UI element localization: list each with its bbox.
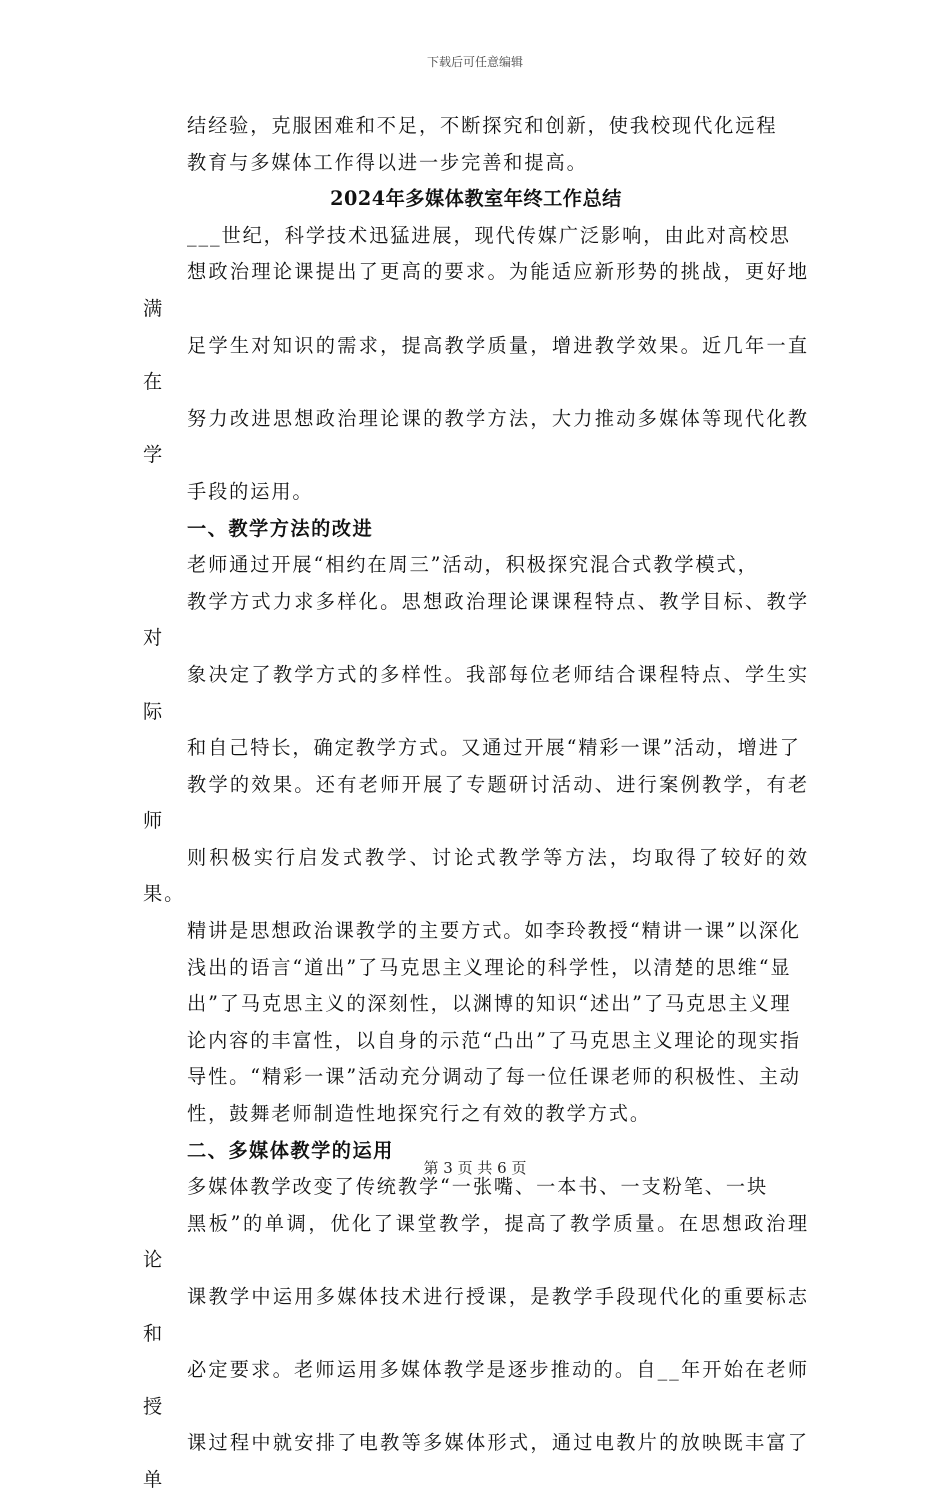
paragraph-line: 精讲是思想政治课教学的主要方式。如李玲教授“精讲一课”以深化 — [187, 919, 801, 943]
paragraph-line: 课过程中就安排了电教等多媒体形式，通过电教片的放映既丰富了单 — [143, 1431, 809, 1491]
intro-paragraph — [143, 218, 809, 511]
section-heading-teaching-methods: 一、教学方法的改进 — [187, 516, 374, 540]
continuation-paragraph — [143, 108, 809, 181]
paragraph-line: 结经验，克服困难和不足，不断探究和创新，使我校现代化远程 — [187, 114, 778, 137]
paragraph-line: 课教学中运用多媒体技术进行授课，是教学手段现代化的重要标志和 — [143, 1285, 809, 1345]
paragraph-line: 老师通过开展“相约在周三”活动，积极探究混合式教学模式， — [187, 553, 759, 577]
paragraph-line: 导性。“精彩一课”活动充分调动了每一位任课老师的积极性、主动 — [187, 1065, 801, 1089]
paragraph-line: 出”了马克思主义的深刻性，以渊博的知识“述出”了马克思主义理 — [187, 992, 792, 1016]
paragraph-line: ___世纪，科学技术迅猛进展，现代传媒广泛影响，由此对高校思 — [187, 223, 791, 247]
paragraph-line: 象决定了教学方式的多样性。我部每位老师结合课程特点、学生实际 — [143, 662, 809, 723]
paragraph-line: 黑板”的单调，优化了课堂教学，提高了教学质量。在思想政治理论 — [143, 1211, 809, 1272]
paragraph-line: 教学方式力求多样化。思想政治理论课课程特点、教学目标、教学对 — [143, 589, 809, 650]
section1-paragraph — [143, 547, 809, 1133]
paragraph-line: 足学生对知识的需求，提高教学质量，增进教学效果。近几年一直在 — [143, 333, 809, 394]
section-heading-multimedia-use: 二、多媒体教学的运用 — [187, 1138, 394, 1162]
paragraph-line: 努力改进思想政治理论课的教学方法，大力推动多媒体等现代化教学 — [143, 406, 809, 467]
paragraph-line: 想政治理论课提出了更高的要求。为能适应新形势的挑战，更好地满 — [143, 260, 809, 320]
document-title: 2024年多媒体教室年终工作总结 — [330, 187, 622, 211]
paragraph-line: 则积极实行启发式教学、讨论式教学等方法，均取得了较好的效果。 — [143, 845, 809, 906]
paragraph-line: 浅出的语言“道出”了马克思主义理论的科学性，以清楚的思维“显 — [187, 955, 792, 979]
paragraph-line: 论内容的丰富性，以自身的示范“凸出”了马克思主义理论的现实指 — [187, 1028, 801, 1052]
paragraph-line: 教育与多媒体工作得以进一步完善和提高。 — [187, 150, 588, 174]
paragraph-line: 必定要求。老师运用多媒体教学是逐步推动的。自__年开始在老师授 — [143, 1358, 809, 1418]
paragraph-line: 手段的运用。 — [187, 479, 314, 503]
page-header-note: 下载后可任意编辑 — [426, 55, 523, 69]
paragraph-line: 教学的效果。还有老师开展了专题研讨活动、进行案例教学，有老师 — [143, 772, 809, 833]
page-number: 第 3 页 共 6 页 — [423, 1159, 527, 1177]
paragraph-line: 和自己特长，确定教学方式。又通过开展“精彩一课”活动，增进了 — [187, 736, 801, 760]
paragraph-line: 性，鼓舞老师制造性地探究行之有效的教学方式。 — [187, 1102, 651, 1126]
document-body — [143, 108, 809, 1499]
paragraph-line: 多媒体教学改变了传统教学“一张嘴、一本书、一支粉笔、一块 — [187, 1175, 769, 1199]
section2-paragraph — [143, 1169, 809, 1498]
